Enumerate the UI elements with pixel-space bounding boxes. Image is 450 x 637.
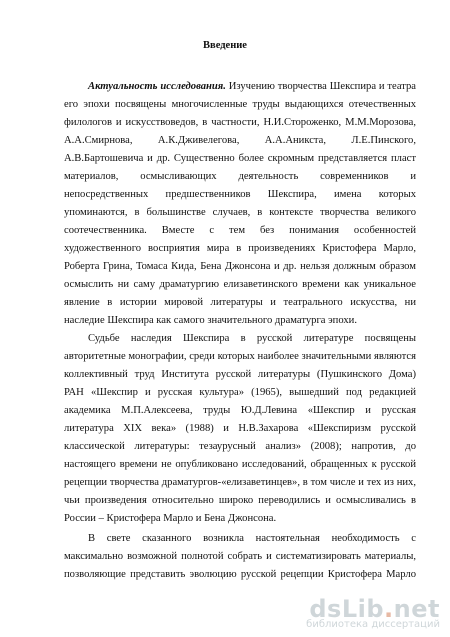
text-line (88, 78, 416, 95)
text-line: соотечественника. Вместе с тем без понимания особенностей (64, 225, 416, 236)
text-line: РАН «Шекспир и русская культура» (1965), вышедший под редакцией (64, 387, 416, 398)
text-line: А.В.Бартошевича и др. Существенно более скромным представляется пласт (64, 153, 416, 164)
watermark-main: dsLib (309, 595, 385, 623)
text-line: материалов, осмысливающих деятельность современников и (64, 171, 416, 182)
watermark-logo-text (309, 595, 440, 623)
text-line: его эпохи посвящены многочисленные труды выдающихся отечественных (64, 99, 416, 110)
text-line: филологов и искусствоведов, в частности, Н.И.Стороженко, М.М.Морозова, (64, 117, 416, 128)
text-line: позволяющие представить эволюцию русской рецепции Кристофера Марло (64, 569, 416, 580)
text-line: чьи произведения относительно широко переводились и осмысливались в (64, 495, 416, 506)
watermark-logo (306, 595, 442, 631)
watermark-subtitle: библиотека диссертаций (306, 619, 440, 630)
text-line: классической литературы: тезаурусный анализ» (2008); напротив, до (64, 441, 416, 452)
text-line: академика М.П.Алексеева, труды Ю.Д.Левина «Шекспир и русская (64, 405, 416, 416)
text-line: В свете сказанного возникла настоятельная необходимость с (88, 533, 416, 544)
text-line: осмыслить ни саму драматургию елизаветинского времени как уникальное (64, 279, 416, 290)
text-line: А.А.Смирнова, А.К.Дживелегова, А.А.Аникста, Л.Е.Пинского, (64, 135, 416, 146)
text-line: художественного восприятия мира в произведениях Кристофера Марло, (64, 243, 416, 254)
text-line: литература XIX века» (1988) и Н.В.Захарова «Шекспиризм русской (64, 423, 416, 434)
text-line: России – Кристофера Марло и Бена Джонсона. (64, 513, 277, 524)
text-line: максимально возможной полнотой собрать и систематизировать материалы, (64, 551, 416, 562)
text-line: наследие Шекспира как самого значительного драматурга эпохи. (64, 315, 357, 326)
page-title: Введение (203, 40, 247, 51)
line-text: Изучению творчества Шекспира и театра (225, 81, 417, 92)
text-line: Судьбе наследия Шекспира в русской литературе посвящены (88, 333, 416, 344)
text-line: явление в истории мировой литературы и театрального искусства, ни (64, 297, 416, 308)
text-line: авторитетные монографии, среди которых наиболее значительными являются (64, 351, 416, 362)
watermark-tld: net (393, 595, 440, 623)
text-line: непосредственных предшественников Шекспира, имена которых (64, 189, 416, 200)
text-line: упоминаются, в большинстве случаев, в контексте творчества великого (64, 207, 416, 218)
text-line: рецепции творчества драматургов-«елизаветинцев», в том числе и тех из них, (64, 477, 416, 488)
text-line: настоящего времени не опубликовано исследований, обращенных к русской (64, 459, 416, 470)
text-line: коллективный труд Института русской литературы (Пушкинского Дома) (64, 369, 416, 380)
lead-phrase: Актуальность исследования. (88, 81, 226, 92)
watermark-dot: . (384, 595, 394, 623)
text-line: Роберта Грина, Томаса Кида, Бена Джонсона и др. нельзя должным образом (64, 261, 416, 272)
